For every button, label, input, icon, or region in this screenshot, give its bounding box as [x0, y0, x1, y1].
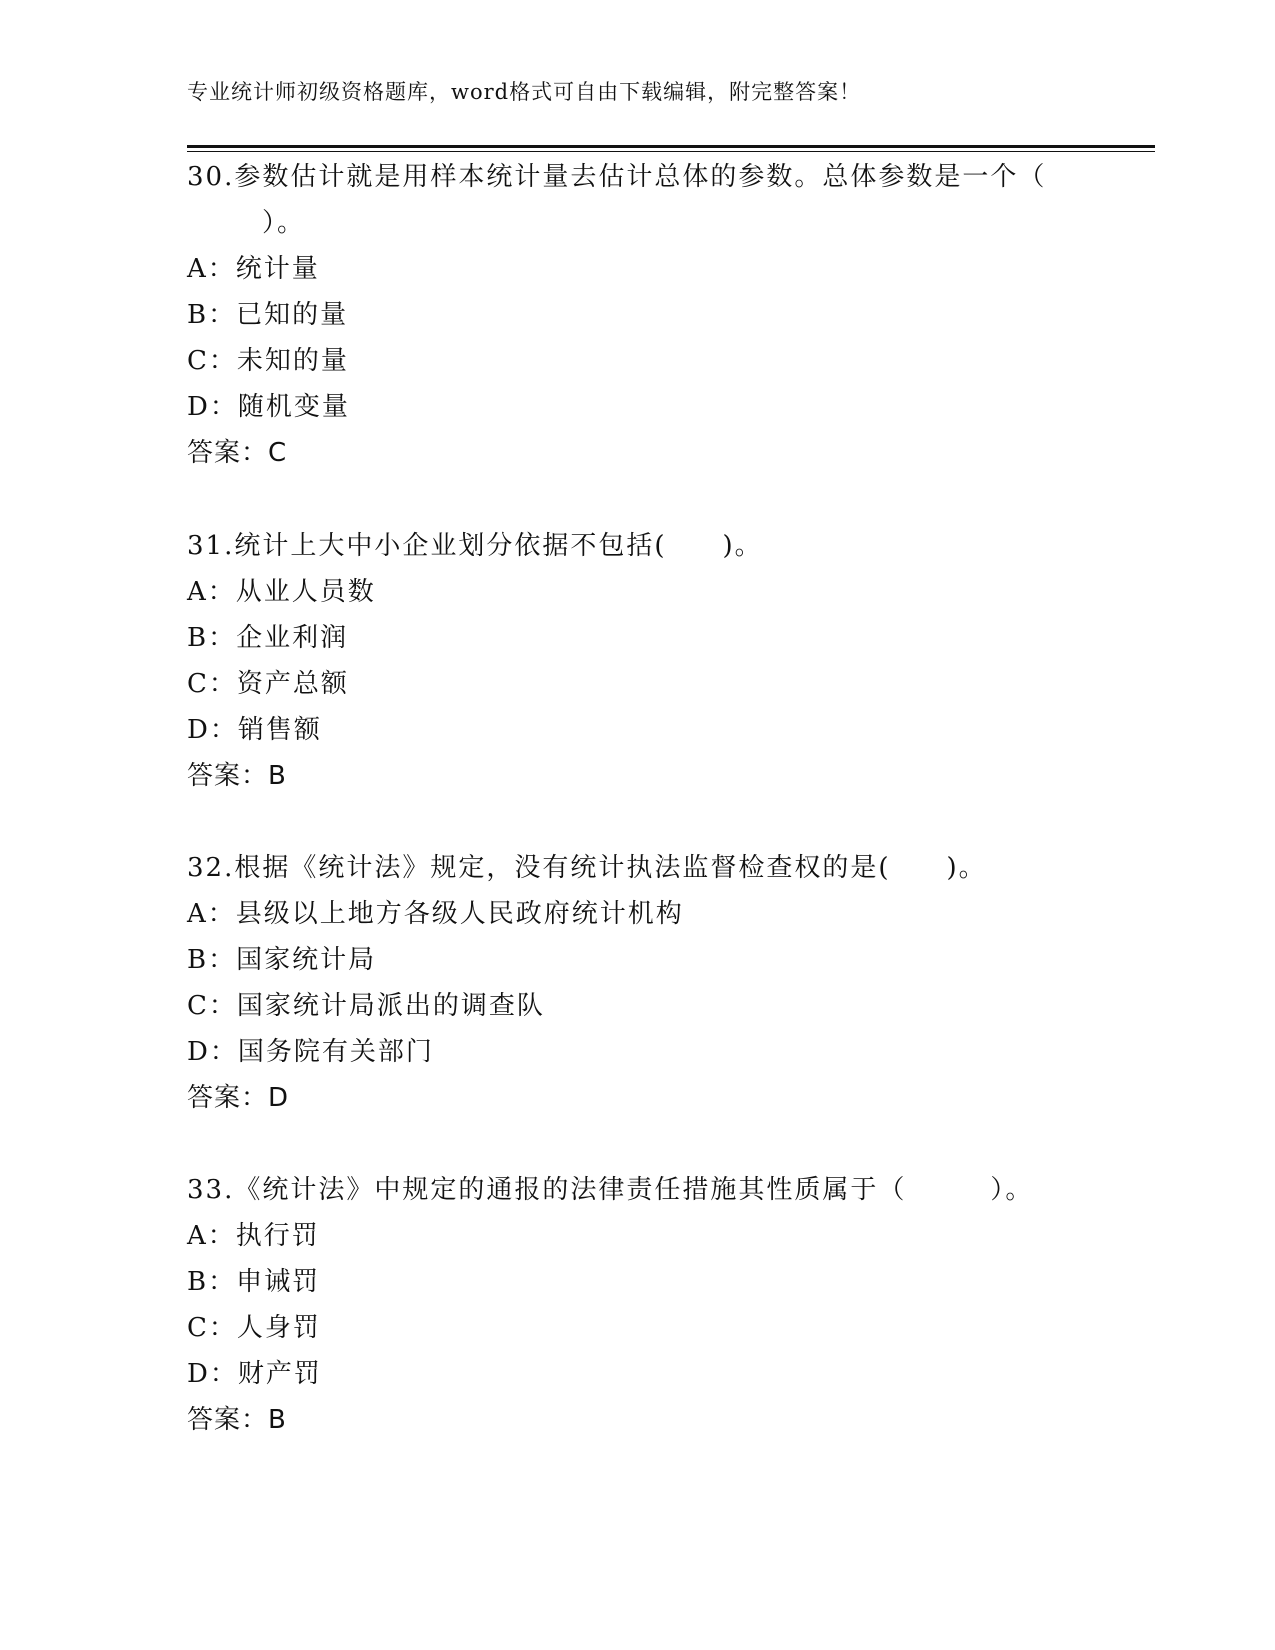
option-b: B：申诫罚 — [187, 1267, 321, 1297]
option-d: D：国务院有关部门 — [187, 1037, 434, 1067]
question-32 — [187, 845, 1087, 1121]
header-divider-thin — [187, 151, 1155, 152]
option-b: B：企业利润 — [187, 623, 349, 653]
question-33 — [187, 1167, 1087, 1443]
option-d: D：随机变量 — [187, 392, 350, 422]
option-a: A：统计量 — [187, 254, 320, 284]
option-c: C：未知的量 — [187, 346, 349, 376]
answer-line: 答案：D — [187, 1083, 290, 1113]
option-a: A：县级以上地方各级人民政府统计机构 — [187, 899, 684, 929]
option-c: C：人身罚 — [187, 1313, 321, 1343]
option-d: D：财产罚 — [187, 1359, 322, 1389]
option-d: D：销售额 — [187, 715, 322, 745]
option-a: A：执行罚 — [187, 1221, 320, 1251]
page-header: 专业统计师初级资格题库，word格式可自由下载编辑，附完整答案！ — [187, 80, 862, 104]
question-30 — [187, 154, 1087, 476]
question-stem: 30.参数估计就是用样本统计量去估计总体的参数。总体参数是一个（ — [187, 162, 1047, 192]
answer-line: 答案：B — [187, 761, 287, 791]
option-c: C：国家统计局派出的调查队 — [187, 991, 545, 1021]
question-stem: 31.统计上大中小企业划分依据不包括( )。 — [187, 531, 763, 561]
option-a: A：从业人员数 — [187, 577, 376, 607]
answer-line: 答案：C — [187, 438, 288, 468]
question-31 — [187, 523, 1087, 799]
option-b: B：国家统计局 — [187, 945, 377, 975]
answer-line: 答案：B — [187, 1405, 287, 1435]
header-divider-thick — [187, 145, 1155, 148]
question-stem: 33.《统计法》中规定的通报的法律责任措施其性质属于（ ）。 — [187, 1175, 1034, 1205]
option-b: B：已知的量 — [187, 300, 349, 330]
option-c: C：资产总额 — [187, 669, 349, 699]
question-stem: 32.根据《统计法》规定，没有统计执法监督检查权的是( )。 — [187, 853, 987, 883]
question-stem-continuation: ）。 — [262, 208, 306, 238]
